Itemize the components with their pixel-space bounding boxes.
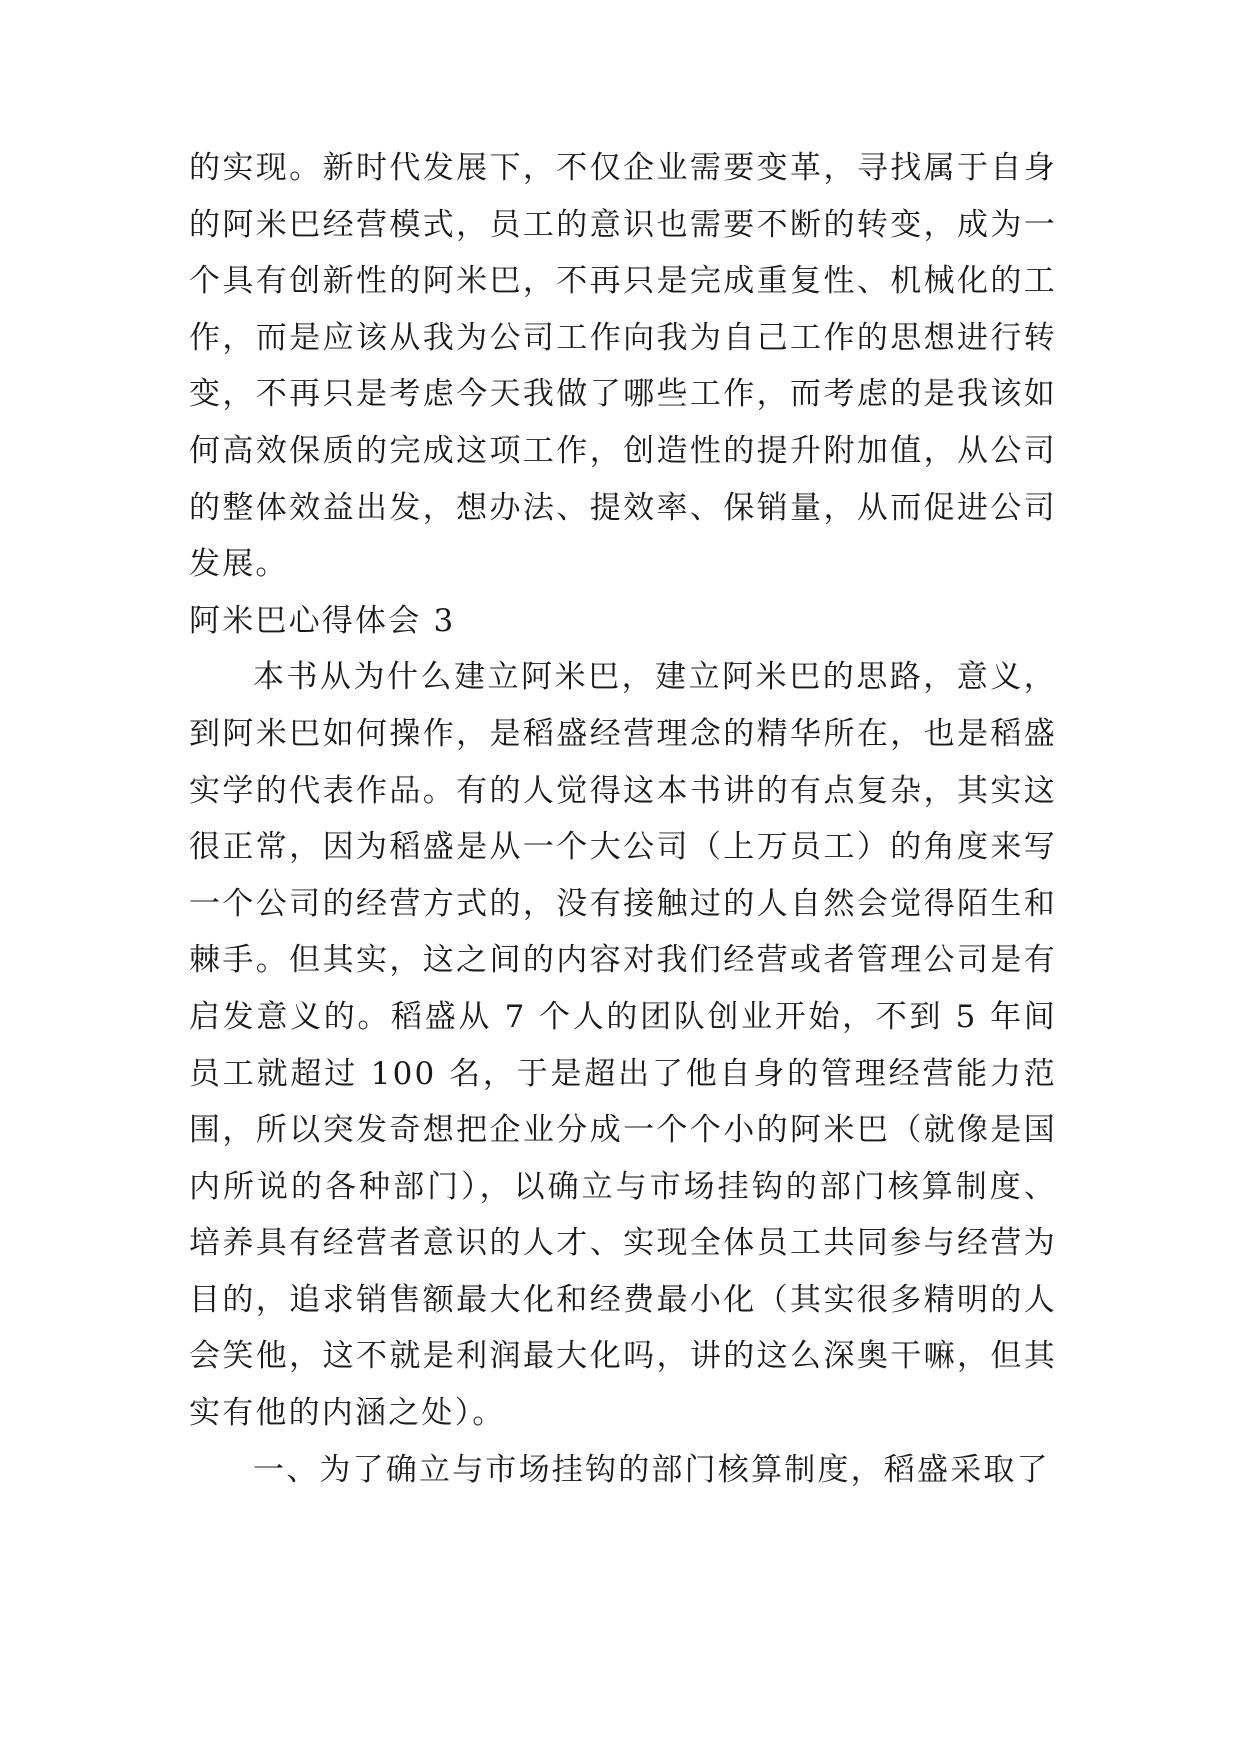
body-paragraph-2: 本书从为什么建立阿米巴，建立阿米巴的思路，意义，到阿米巴如何操作，是稻盛经营理念的精华所在，也是稻盛实学的代表作品。有的人觉得这本书讲的有点复杂，其实这很正常，因为稻盛是从一个大公司（上万员工）的角度来写一个公司的经营方式的，没有接触过的人自然会觉得陌生和棘手。但其实，这之间的内容对我们经营或者管理公司是有启发意义的。稻盛从 7 个人的团队创业开始，不到 5 年间员工就超过 100 名，于是超出了他自身的管理经营能力范围，所以突发奇想把企业分成一个个小的阿米巴（就像是国内所说的各种部门），以确立与市场挂钩的部门核算制度、培养具有经营者意识的人才、实现全体员工共同参与经营为目的，追求销售额最大化和经费最小化（其实很多精明的人会笑他，这不就是利润最大化吗，讲的这么深奥干嘛，但其实有他的内涵之处）。 [189,659,1057,1432]
body-paragraph-3: 一、为了确立与市场挂钩的部门核算制度，稻盛采取了 [253,1451,1050,1488]
document-page [189,140,1057,1498]
body-paragraph-1: 的实现。新时代发展下，不仅企业需要变革，寻找属于自身的阿米巴经营模式，员工的意识也需要不断的转变，成为一个具有创新性的阿米巴，不再只是完成重复性、机械化的工作，而是应该从我为公司工作向我为自己工作的思想进行转变，不再只是考虑今天我做了哪些工作，而考虑的是我该如何高效保质的完成这项工作，创造性的提升附加值，从公司的整体效益出发，想办法、提效率、保销量，从而促进公司发展。 [189,150,1057,583]
section-heading: 阿米巴心得体会 3 [189,602,456,639]
